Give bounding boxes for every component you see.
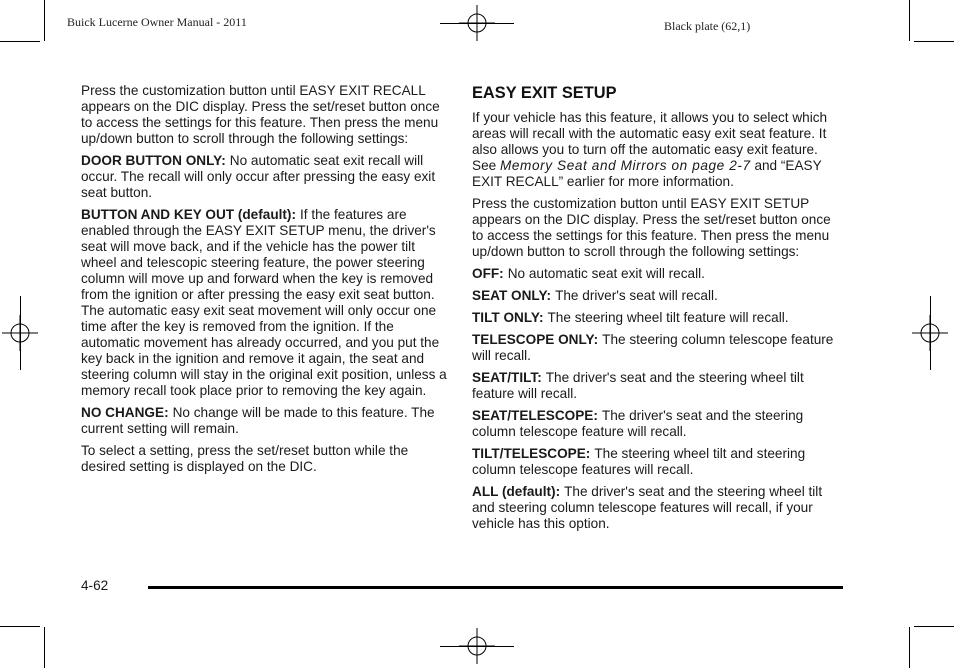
crop-mark <box>909 627 910 668</box>
easy-exit-recall-closing: To select a setting, press the set/reset button while the desired setting is displayed on the DIC. <box>81 443 409 474</box>
setting-all-default <box>472 484 842 532</box>
setting-off <box>472 266 842 282</box>
crop-mark <box>914 41 954 42</box>
easy-exit-setup-intro <box>472 110 842 190</box>
setting-term: TILT ONLY: <box>472 310 544 325</box>
setting-seat-tilt <box>472 370 842 402</box>
setting-description: The steering wheel tilt and steering column telescope features will recall. <box>472 446 806 477</box>
setting-description: The driver's seat will recall. <box>555 288 718 303</box>
cross-reference-link[interactable]: Memory Seat and Mirrors on page 2‑7 <box>499 158 751 173</box>
setting-telescope-only <box>472 332 842 364</box>
intro-text: If your vehicle has this feature, it allows you to select which areas will recall with the automatic easy exit seat feature. It also allows you to turn off the automatic easy exit feature. See <box>472 110 828 173</box>
setting-description: The steering wheel tilt feature will recall. <box>547 310 789 325</box>
crop-mark <box>44 627 45 668</box>
setting-description: The steering column telescope feature will recall. <box>472 332 834 363</box>
section-heading: EASY EXIT SETUP <box>472 84 617 102</box>
setting-description: If the features are enabled through the EASY EXIT SETUP menu, the driver's seat will move back, and if the vehicle has the power tilt wheel and telescopic steering feature, the power steering column will move up and forward when the key is removed from the ignition or after pressing the easy exit seat button. The automatic easy exit seat movement will only occur one time after the key is removed from the ignition. If the automatic movement has already occurred, and you put the key back in the ignition and remove it again, the seat and steering column will stay in the original exit position, unless a memory recall took place prior to removing the key again. <box>81 207 447 398</box>
easy-exit-setup-instructions: Press the customization button until EASY EXIT SETUP appears on the DIC display. Press the set/reset button once to access the settings for this feature. Then press the menu up/down button to scroll through the following settings: <box>472 196 831 259</box>
setting-tilt-telescope <box>472 446 842 478</box>
crop-mark <box>0 41 40 42</box>
page-number: 4-62 <box>81 578 109 593</box>
setting-term: SEAT ONLY: <box>472 288 552 303</box>
setting-term: SEAT/TELESCOPE: <box>472 408 598 423</box>
setting-term: DOOR BUTTON ONLY: <box>81 153 226 168</box>
setting-term: TILT/TELESCOPE: <box>472 446 591 461</box>
setting-description: The driver's seat and the steering wheel tilt and steering column telescope features will recall, if your vehicle has this option. <box>472 484 823 531</box>
easy-exit-recall-intro: Press the customization button until EASY EXIT RECALL appears on the DIC display. Press the set/reset button once to access the settings for this feature. Then press the menu up/down button to scroll through the following settings: <box>81 83 440 146</box>
setting-button-and-key-out <box>81 207 447 399</box>
crop-mark <box>909 0 910 41</box>
setting-description: No automatic seat exit will recall. <box>507 266 705 281</box>
left-column <box>81 83 447 481</box>
setting-door-button-only <box>81 153 447 201</box>
footer-rule <box>148 586 843 589</box>
crop-mark <box>0 626 40 627</box>
crop-mark <box>20 296 21 370</box>
setting-term: OFF: <box>472 266 504 281</box>
setting-term: NO CHANGE: <box>81 405 169 420</box>
crop-mark <box>914 626 954 627</box>
setting-description: The driver's seat and the steering column telescope feature will recall. <box>472 408 804 439</box>
crop-mark <box>930 296 931 370</box>
crop-mark <box>44 0 45 41</box>
setting-term: SEAT/TILT: <box>472 370 542 385</box>
header-manual-title: Buick Lucerne Owner Manual - 2011 <box>67 15 247 29</box>
crop-mark <box>440 23 514 24</box>
header-plate-info: Black plate (62,1) <box>664 19 751 33</box>
setting-tilt-only <box>472 310 842 326</box>
setting-term: ALL (default): <box>472 484 561 499</box>
right-column <box>472 84 842 538</box>
setting-seat-telescope <box>472 408 842 440</box>
intro-text-continued: and “EASY EXIT RECALL” earlier for more information. <box>472 158 822 189</box>
setting-description: No change will be made to this feature. The current setting will remain. <box>81 405 435 436</box>
setting-term: BUTTON AND KEY OUT (default): <box>81 207 296 222</box>
setting-no-change <box>81 405 447 437</box>
setting-description: No automatic seat exit recall will occur. The recall will only occur after pressing the easy exit seat button. <box>81 153 436 200</box>
crop-mark <box>440 646 514 647</box>
setting-seat-only <box>472 288 842 304</box>
setting-term: TELESCOPE ONLY: <box>472 332 599 347</box>
setting-description: The driver's seat and the steering wheel tilt feature will recall. <box>472 370 804 401</box>
